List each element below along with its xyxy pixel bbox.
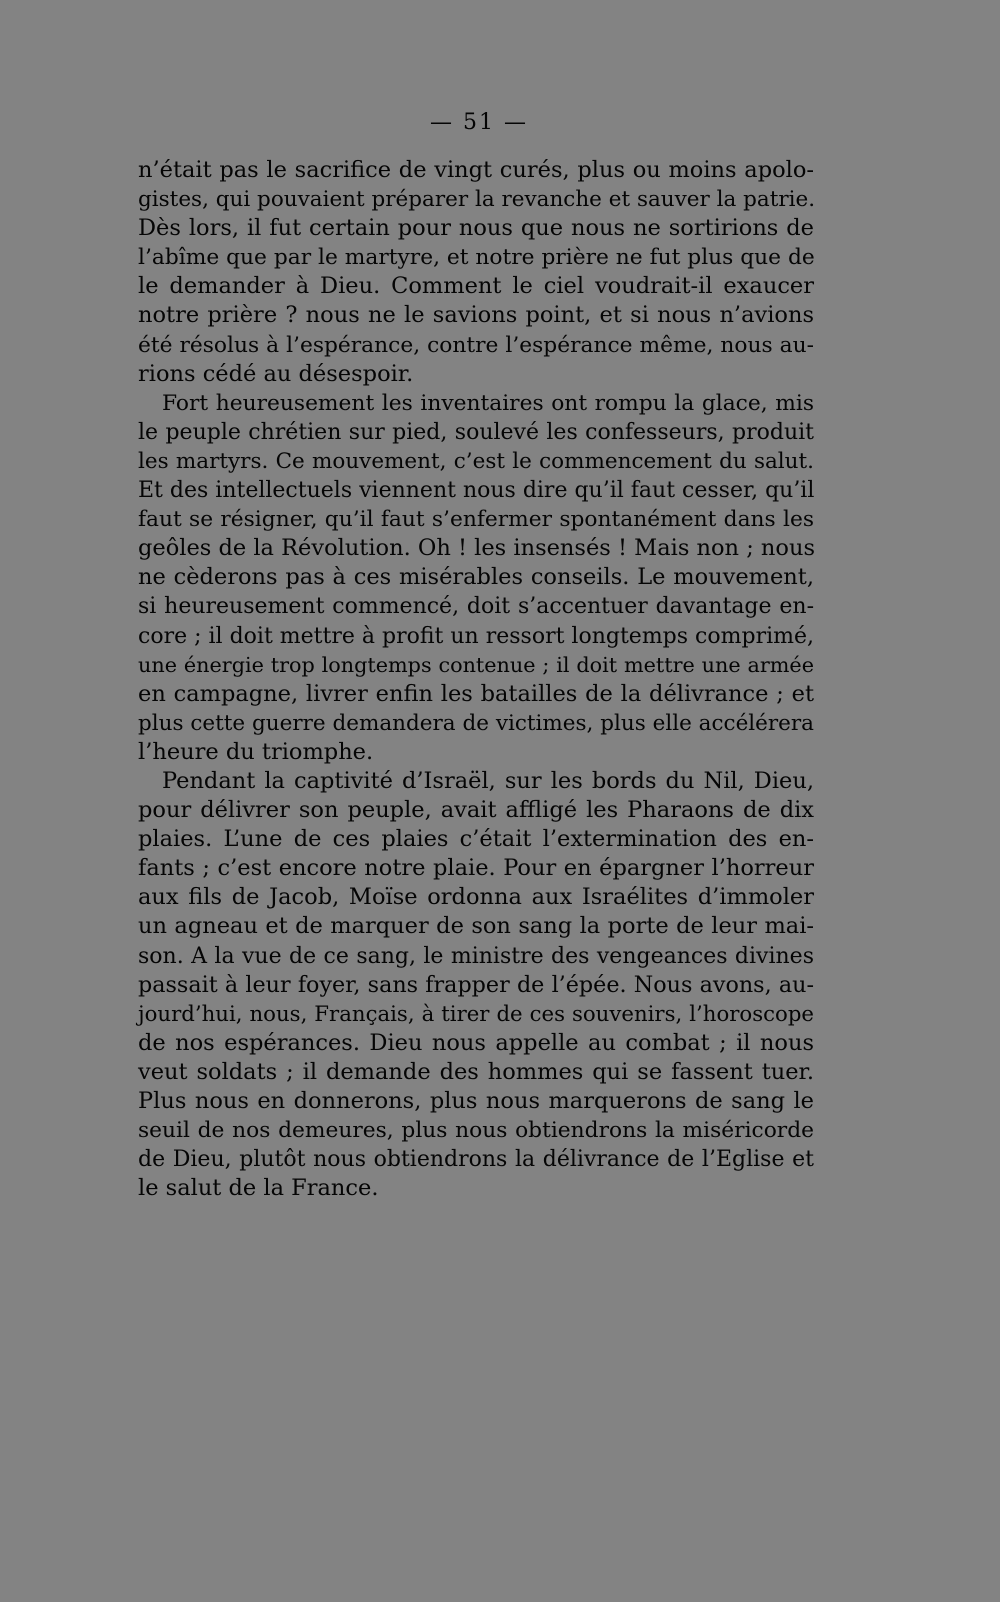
text-line: passait à leur foyer, sans frapper de l’épée. Nous avons, au-: [138, 971, 814, 998]
text-line: Dès lors, il fut certain pour nous que nous ne sortirions de: [138, 215, 814, 242]
text-line: plaies. L’une de ces plaies c’était l’extermination des en-: [138, 826, 814, 853]
text-line: l’abîme que par le martyre, et notre prière ne fut plus que de: [138, 245, 815, 271]
text-line: plus cette guerre demandera de victimes, plus elle accélérera: [138, 710, 814, 736]
text-line: le demander à Dieu. Comment le ciel voudrait-il exaucer: [138, 273, 814, 300]
text-line: l’heure du triomphe.: [138, 738, 374, 765]
text-line: Fort heureusement les inventaires ont rompu la glace, mis: [162, 390, 814, 416]
text-line: jourd’hui, nous, Français, à tirer de ces souvenirs, l’horoscope: [138, 1001, 814, 1027]
text-line: Plus nous en donnerons, plus nous marquerons de sang le: [138, 1088, 814, 1114]
text-line: seuil de nos demeures, plus nous obtiendrons la miséricorde: [138, 1118, 814, 1144]
text-line: gistes, qui pouvaient préparer la revanche et sauver la patrie.: [138, 187, 816, 213]
text-line: si heureusement commencé, doit s’accentuer davantage en-: [138, 594, 814, 620]
text-line: le peuple chrétien sur pied, soulevé les confesseurs, produit: [138, 419, 814, 445]
text-line: une énergie trop longtemps contenue ; il doit mettre une armée: [138, 652, 814, 677]
text-line: son. A la vue de ce sang, le ministre des vengeances divines: [138, 943, 814, 969]
body-text: [138, 156, 814, 1203]
text-line: un agneau et de marquer de son sang la porte de leur mai-: [138, 913, 814, 940]
text-line: de nos espérances. Dieu nous appelle au combat ; il nous: [138, 1029, 814, 1056]
text-line: Et des intellectuels viennent nous dire qu’il faut cesser, qu’il: [138, 478, 815, 504]
page-number: — 51 —: [430, 110, 528, 135]
text-line: les martyrs. Ce mouvement, c’est le commencement du salut.: [138, 448, 814, 474]
text-line: n’était pas le sacrifice de vingt curés, plus ou moins apolo-: [138, 157, 814, 183]
text-line: veut soldats ; il demande des hommes qui se fassent tuer.: [138, 1058, 814, 1085]
text-line: Pendant la captivité d’Israël, sur les bords du Nil, Dieu,: [162, 767, 814, 794]
text-line: été résolus à l’espérance, contre l’espérance même, nous au-: [138, 332, 814, 358]
text-line: aux fils de Jacob, Moïse ordonna aux Israélites d’immoler: [138, 884, 814, 911]
text-line: en campagne, livrer enfin les batailles de la délivrance ; et: [138, 680, 814, 707]
text-line: le salut de la France.: [138, 1175, 379, 1202]
text-line: ne cèderons pas à ces misérables conseils. Le mouvement,: [138, 564, 814, 591]
text-line: geôles de la Révolution. Oh ! les insensés ! Mais non ; nous: [138, 535, 816, 562]
text-line: rions cédé au désespoir.: [138, 360, 414, 387]
text-line: core ; il doit mettre à profit un ressort longtemps comprimé,: [138, 623, 814, 649]
text-line: fants ; c’est encore notre plaie. Pour en épargner l’horreur: [138, 855, 814, 882]
text-line: pour délivrer son peuple, avait affligé les Pharaons de dix: [138, 797, 814, 824]
text-line: notre prière ? nous ne le savions point, et si nous n’avions: [138, 302, 814, 329]
text-line: de Dieu, plutôt nous obtiendrons la délivrance de l’Eglise et: [138, 1147, 814, 1173]
text-line: faut se résigner, qu’il faut s’enfermer spontanément dans les: [138, 507, 814, 533]
